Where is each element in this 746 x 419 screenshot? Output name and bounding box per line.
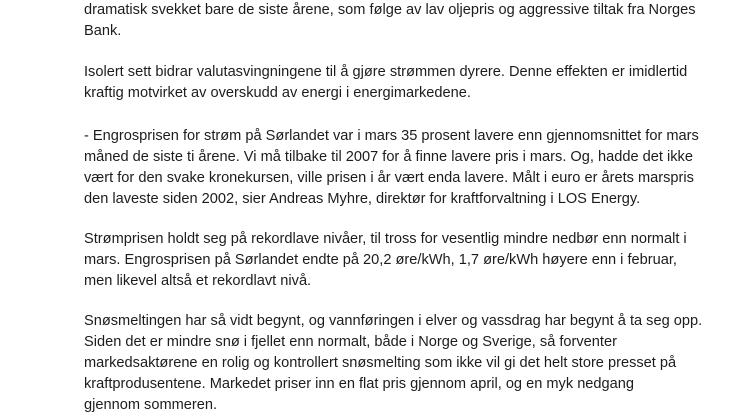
- paragraph-quote-myhre: [84, 126, 724, 210]
- text-line: måned de siste ti årene. Vi må tilbake til 2007 for å finne lavere pris i mars. Og, hadde det ikke: [84, 149, 693, 165]
- text-line: kraftprodusentene. Markedet priser inn en flat pris gjennom april, og en myk nedgang: [84, 376, 635, 392]
- text-line: markedsaktørene en rolig og kontrollert snøsmelting som ikke vil gi det helt store presset på: [84, 355, 677, 371]
- text-line: Snøsmeltingen har så vidt begynt, og vannføringen i elver og vassdrag har begynt å ta seg opp.: [84, 313, 703, 329]
- text-line: Siden det er mindre snø i fjellet enn normalt, både i Norge og Sverige, så forventer: [84, 334, 617, 350]
- paragraph-krone-weakening: [84, 0, 724, 42]
- text-line: Isolert sett bidrar valutasvingningene til å gjøre strømmen dyrere. Denne effekten er imidlertid: [84, 64, 688, 80]
- text-line: Bank.: [84, 23, 122, 39]
- paragraph-snow-melting: [84, 311, 724, 416]
- text-line: mars. Engrosprisen på Sørlandet endte på 20,2 øre/kWh, 1,7 øre/kWh høyere enn i februar,: [84, 252, 677, 268]
- text-line: - Engrosprisen for strøm på Sørlandet var i mars 35 prosent lavere enn gjennomsnittet for mars: [84, 128, 699, 144]
- paragraph-record-low-prices: [84, 229, 724, 292]
- text-line: men likevel altså et rekordlavt nivå.: [84, 273, 312, 289]
- text-line: dramatisk svekket bare de siste årene, som følge av lav oljepris og aggressive tiltak fra Norges: [84, 2, 696, 18]
- text-line: den laveste siden 2002, sier Andreas Myhre, direktør for kraftforvaltning i LOS Energy.: [84, 191, 641, 207]
- text-line: gjennom sommeren.: [84, 397, 218, 413]
- text-line: vært for den svake kronekursen, ville prisen i år vært enda lavere. Målt i euro er årets marspris: [84, 170, 694, 186]
- text-line: Strømprisen holdt seg på rekordlave nivåer, til tross for vesentlig mindre nedbør enn normalt i: [84, 231, 687, 247]
- paragraph-currency-effect: [84, 62, 724, 104]
- text-line: kraftig motvirket av overskudd av energi i energimarkedene.: [84, 85, 471, 101]
